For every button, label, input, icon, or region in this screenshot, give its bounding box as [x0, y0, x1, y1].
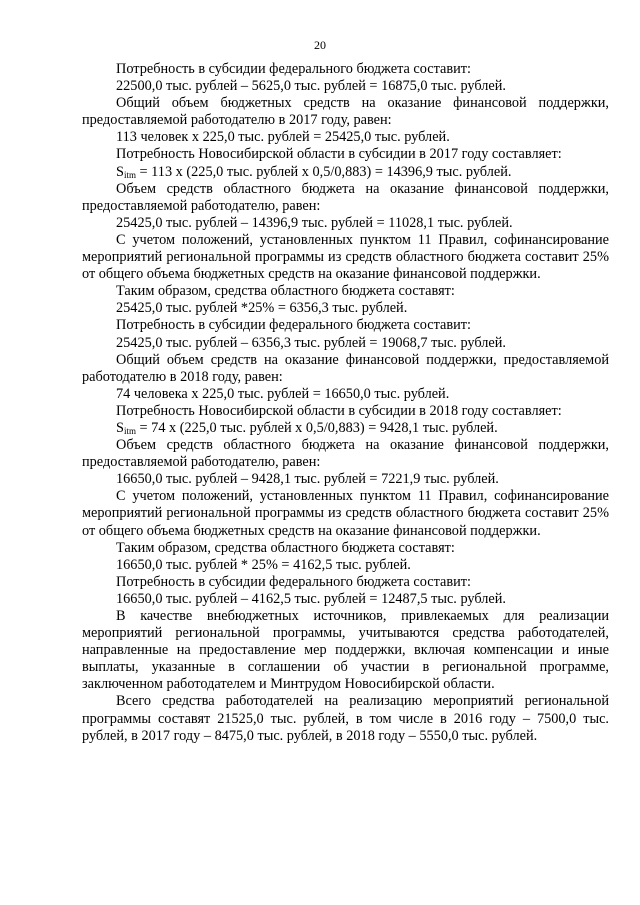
paragraph: Всего средства работодателей на реализацию мероприятий региональной программы составят 21525,0 тыс. рублей, в том числе в 2016 году – 7500,0 тыс. рублей, в 2017 году – 8475,0 тыс. рублей, в 2018 году – 5550,0 тыс. рублей.: [82, 693, 609, 744]
paragraph: Общий объем средств на оказание финансовой поддержки, предоставляемой работодателю в 2018 году, равен:: [82, 351, 609, 385]
paragraph: 113 человек х 225,0 тыс. рублей = 25425,0 тыс. рублей.: [116, 129, 450, 146]
formula-subscript: itm: [123, 425, 136, 436]
paragraph: В качестве внебюджетных источников, привлекаемых для реализации мероприятий региональной программы, учитываются средства работодателей, направленные на предоставление мер поддержки, включая компенсации и иные выплаты, указанные в соглашении об участии в региональной программе, заключенном работодателем и Минтрудом Новосибирской области.: [82, 608, 609, 693]
paragraph: Общий объем бюджетных средств на оказание финансовой поддержки, предоставляемой работодателю в 2017 году, равен:: [82, 95, 609, 129]
formula-text: = 113 х (225,0 тыс. рублей х 0,5/0,883) = 14396,9 тыс. рублей.: [135, 163, 512, 180]
paragraph: Потребность Новосибирской области в субсидии в 2017 году составляет:: [116, 146, 562, 163]
paragraph: 16650,0 тыс. рублей – 4162,5 тыс. рублей = 12487,5 тыс. рублей.: [116, 590, 507, 607]
paragraph: 22500,0 тыс. рублей – 5625,0 тыс. рублей = 16875,0 тыс. рублей.: [116, 78, 507, 95]
paragraph: 25425,0 тыс. рублей *25% = 6356,3 тыс. рублей.: [116, 300, 408, 317]
paragraph: Объем средств областного бюджета на оказание финансовой поддержки, предоставляемой работодателю, равен:: [82, 437, 609, 471]
paragraph: 25425,0 тыс. рублей – 14396,9 тыс. рублей = 11028,1 тыс. рублей.: [116, 214, 513, 231]
paragraph: Потребность в субсидии федерального бюджета составит:: [116, 317, 471, 334]
paragraph: Таким образом, средства областного бюджета составят:: [116, 283, 455, 300]
formula-subscript: itm: [123, 169, 136, 180]
paragraph: Таким образом, средства областного бюджета составят:: [116, 539, 455, 556]
paragraph: 25425,0 тыс. рублей – 6356,3 тыс. рублей = 19068,7 тыс. рублей.: [116, 334, 507, 351]
formula-symbol: S: [116, 163, 124, 180]
paragraph: С учетом положений, установленных пунктом 11 Правил, софинансирование мероприятий региональной программы из средств областного бюджета составит 25% от общего объема бюджетных средств на оказание финансовой поддержки.: [82, 488, 609, 539]
paragraph: Объем средств областного бюджета на оказание финансовой поддержки, предоставляемой работодателю, равен:: [82, 180, 609, 214]
paragraph: С учетом положений, установленных пунктом 11 Правил, софинансирование мероприятий региональной программы из средств областного бюджета составит 25% от общего объема бюджетных средств на оказание финансовой поддержки.: [82, 231, 609, 283]
formula-text: = 74 х (225,0 тыс. рублей х 0,5/0,883) = 9428,1 тыс. рублей.: [135, 419, 498, 436]
page-number: 20: [314, 38, 326, 52]
formula-paragraph: [82, 164, 609, 181]
paragraph: 16650,0 тыс. рублей * 25% = 4162,5 тыс. рублей.: [116, 556, 411, 573]
paragraph: Потребность Новосибирской области в субсидии в 2018 году составляет:: [116, 402, 562, 419]
paragraph: 74 человека х 225,0 тыс. рублей = 16650,0 тыс. рублей.: [116, 385, 450, 402]
paragraph: Потребность в субсидии федерального бюджета составит:: [116, 61, 471, 77]
paragraph: 16650,0 тыс. рублей – 9428,1 тыс. рублей = 7221,9 тыс. рублей.: [116, 471, 499, 488]
paragraph: Потребность в субсидии федерального бюджета составит:: [116, 573, 471, 590]
formula-symbol: S: [116, 419, 124, 436]
document-body: [82, 61, 609, 745]
formula-paragraph: [82, 420, 609, 437]
